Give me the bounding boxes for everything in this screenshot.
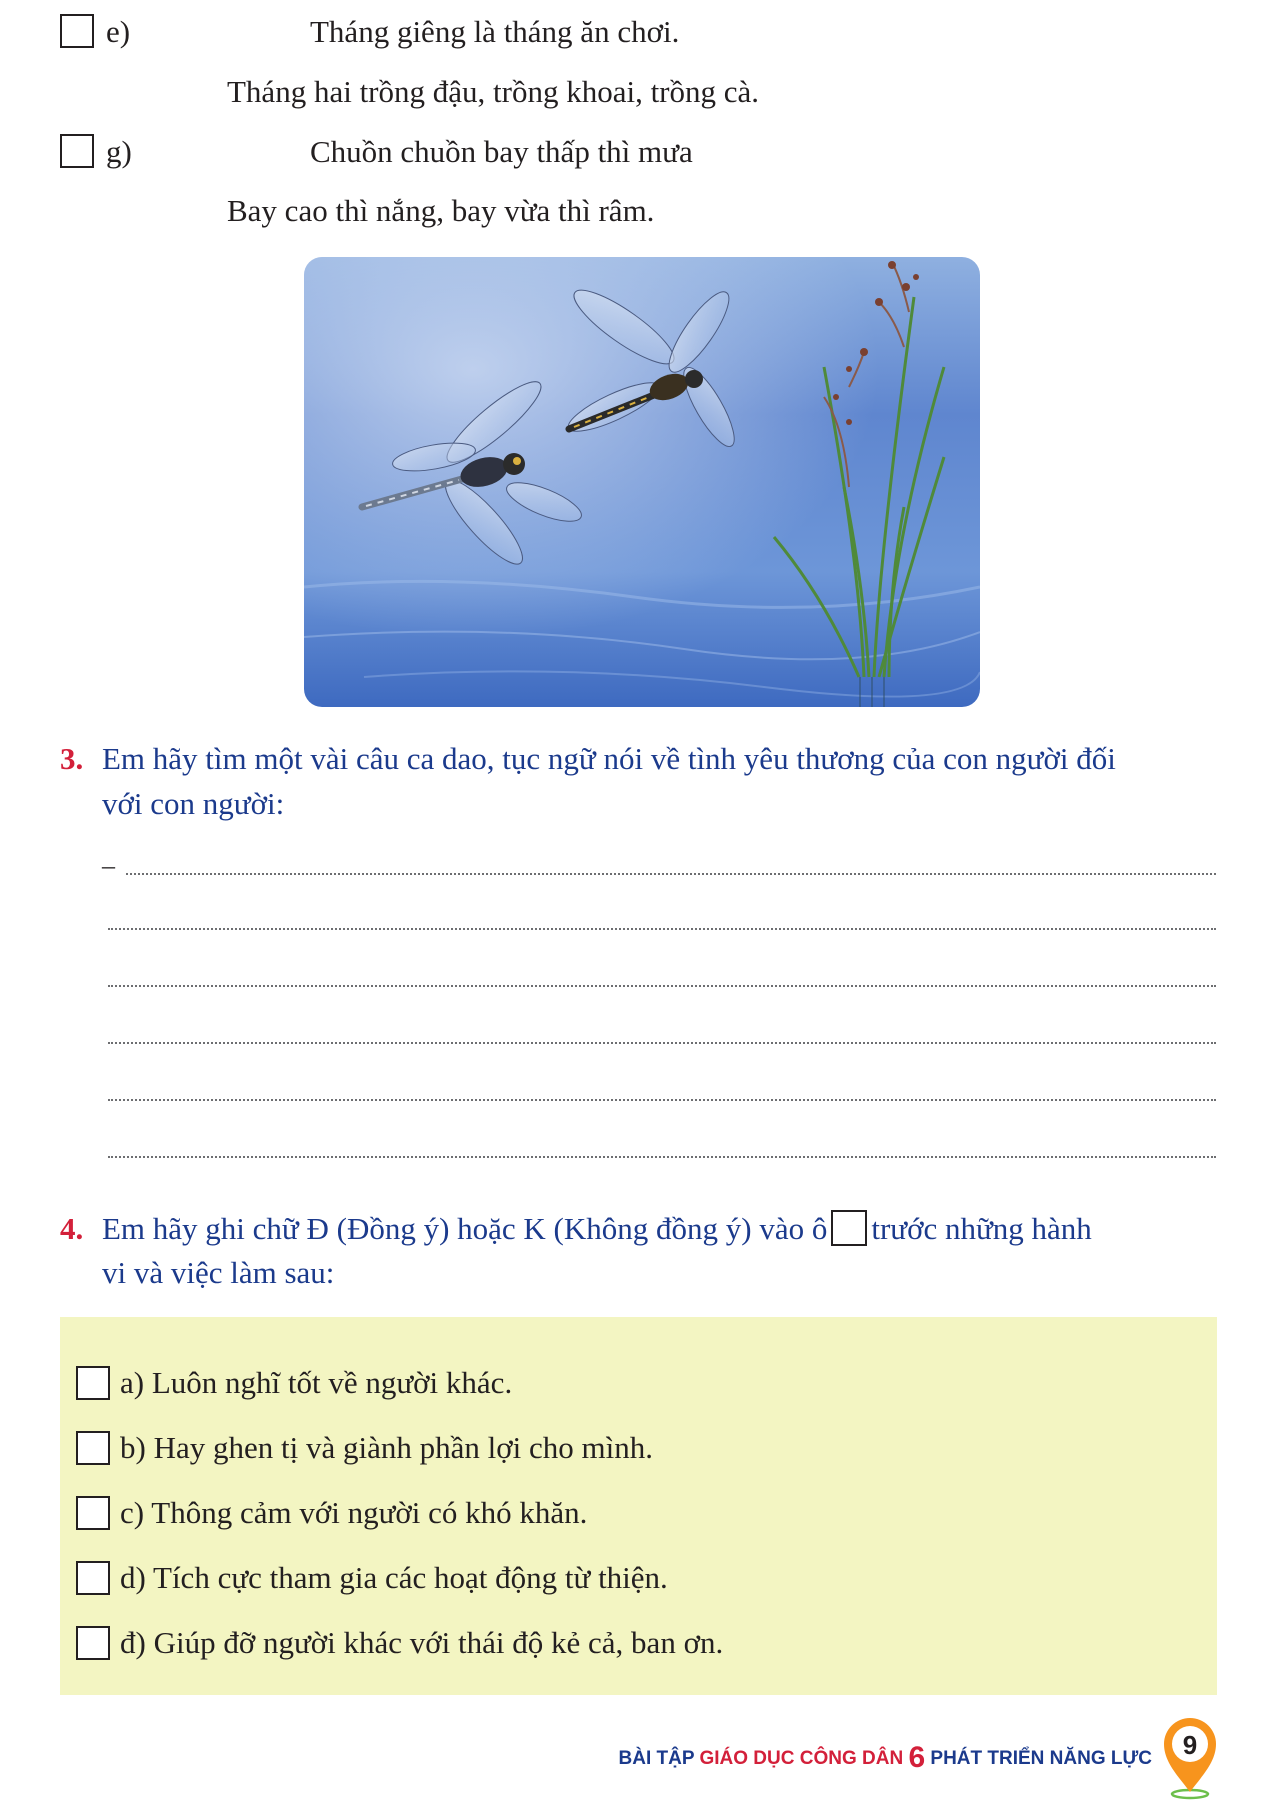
proverb-e-line1: Tháng giêng là tháng ăn chơi.: [310, 14, 680, 49]
checkbox-e[interactable]: [60, 14, 94, 48]
option-dd: đ) Giúp đỡ người khác với thái độ kẻ cả, ban ơn.: [120, 1625, 724, 1660]
option-c: c) Thông cảm với người có khó khăn.: [120, 1495, 588, 1530]
question-4-text-before: Em hãy ghi chữ Đ (Đồng ý) hoặc K (Không đồng ý) vào ô: [102, 1211, 828, 1246]
proverb-g-line1: Chuồn chuồn bay thấp thì mưa: [310, 134, 693, 169]
checkbox-a[interactable]: [76, 1366, 110, 1400]
answer-line-3[interactable]: [108, 985, 1216, 987]
proverb-g-line2: Bay cao thì nắng, bay vừa thì râm.: [227, 193, 655, 228]
checkbox-dd[interactable]: [76, 1626, 110, 1660]
footer-part1: BÀI TẬP: [618, 1748, 700, 1769]
option-b: b) Hay ghen tị và giành phần lợi cho mình.: [120, 1430, 653, 1465]
footer-part4: PHÁT TRIỂN NĂNG LỰC: [925, 1748, 1152, 1769]
page-number: 9: [1182, 1730, 1198, 1760]
question-4-number: 4.: [60, 1211, 84, 1246]
checkbox-d[interactable]: [76, 1561, 110, 1595]
checkbox-b[interactable]: [76, 1431, 110, 1465]
question-3-text-line2: với con người:: [102, 786, 285, 821]
answer-line-4[interactable]: [108, 1042, 1216, 1044]
footer-book-title: [560, 1741, 1152, 1774]
question-4-text-line2: vi và việc làm sau:: [102, 1255, 335, 1290]
checkbox-c[interactable]: [76, 1496, 110, 1530]
footer-grade: 6: [908, 1741, 926, 1774]
dragonflies-photo: [304, 257, 980, 707]
answer-line-6[interactable]: [108, 1156, 1216, 1158]
question-3-number: 3.: [60, 741, 84, 776]
proverb-e-line2: Tháng hai trồng đậu, trồng khoai, trồng cà.: [227, 74, 760, 109]
option-d: d) Tích cực tham gia các hoạt động từ thiện.: [120, 1560, 668, 1595]
dragonflies-over-water-icon: [304, 257, 980, 707]
question-3-text-line1: Em hãy tìm một vài câu ca dao, tục ngữ nói về tình yêu thương của con người đối: [102, 741, 1116, 776]
answer-line-1[interactable]: [126, 873, 1216, 875]
footer-part2: GIÁO DỤC CÔNG DÂN: [699, 1748, 909, 1769]
proverb-g-label: g): [106, 134, 132, 169]
answer-dash: –: [102, 851, 115, 880]
answer-line-5[interactable]: [108, 1099, 1216, 1101]
option-a: a) Luôn nghĩ tốt về người khác.: [120, 1365, 513, 1400]
inline-answer-box-icon: [831, 1210, 867, 1246]
proverb-e-label: e): [106, 14, 131, 49]
question-4-text-after: trước những hành: [871, 1211, 1092, 1246]
checkbox-g[interactable]: [60, 134, 94, 168]
question-4-text-line1: [102, 1206, 1092, 1251]
answer-line-2[interactable]: [108, 928, 1216, 930]
